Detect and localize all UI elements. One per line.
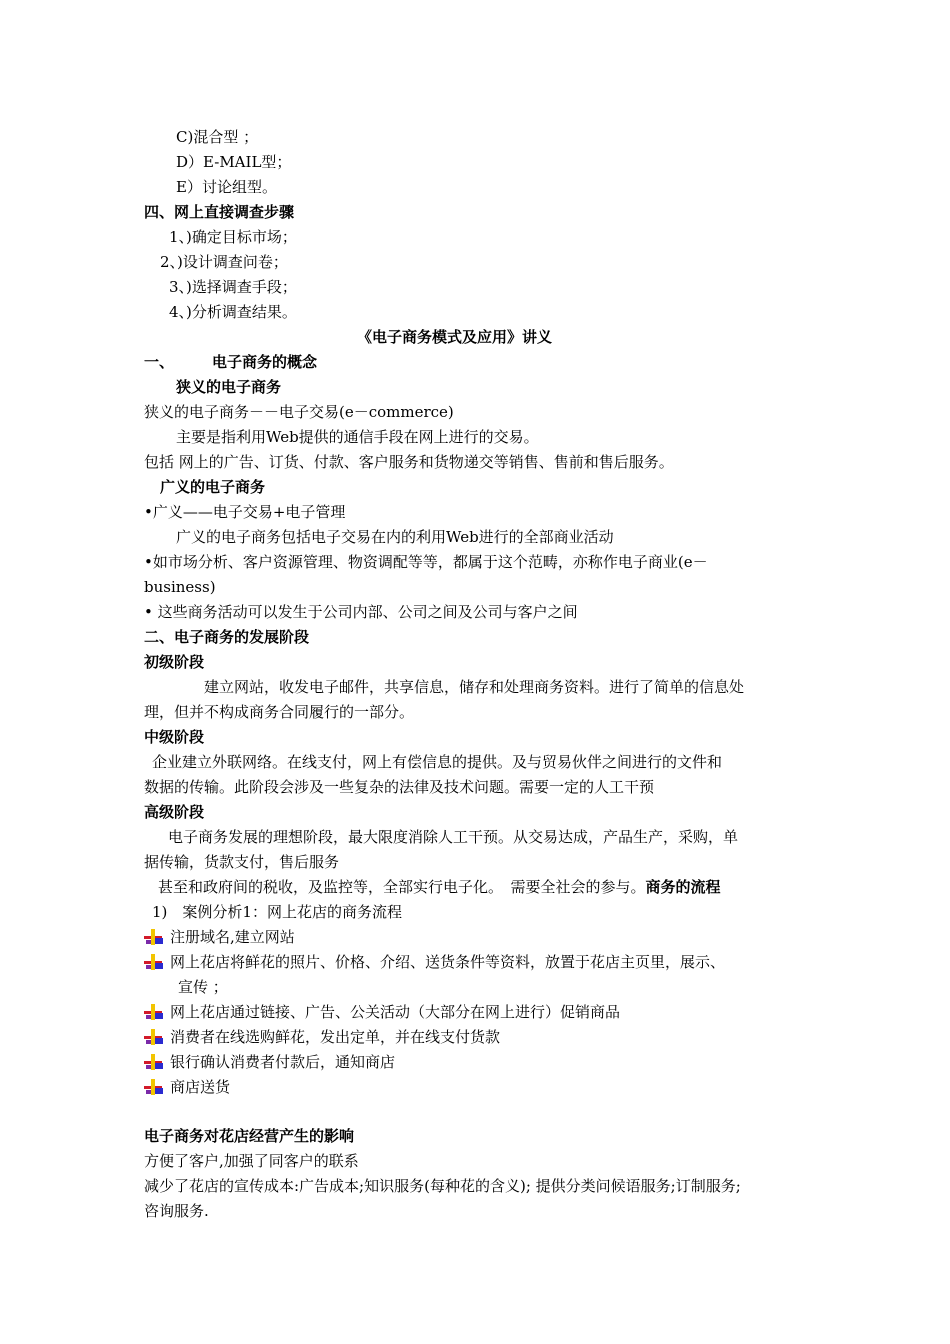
process-bullet-text: 消费者在线选购鲜花，发出定单，并在线支付货款	[170, 1028, 501, 1046]
paragraph-intermediate-stage-cont: 数据的传输。此阶段会涉及一些复杂的法律及技术问题。需要一定的人工干预	[144, 778, 655, 796]
paragraph-initial-stage-cont: 理，但并不构成商务合同履行的一部分。	[144, 703, 415, 721]
process-bullet-2	[144, 952, 725, 972]
stage-heading-intermediate: 中级阶段	[144, 728, 205, 746]
process-bullet-1	[144, 927, 295, 947]
subheading-narrow-ecommerce: 狭义的电子商务	[176, 378, 282, 396]
process-bullet-2-cont: 宣传 ；	[178, 978, 228, 996]
heading-number-1: 一、	[144, 353, 175, 371]
process-bullet-text: 注册域名,建立网站	[170, 928, 295, 946]
colored-bullet-icon	[144, 1054, 164, 1070]
process-bullet-3	[144, 1002, 620, 1022]
bullet-broad-examples: •如市场分析、客户资源管理、物资调配等等，都属于这个范畴，亦称作电子商业(e－	[144, 553, 708, 571]
stage-heading-advanced: 高级阶段	[144, 803, 205, 821]
paragraph-narrow-detail: 主要是指利用Web提供的通信手段在网上进行的交易。	[176, 428, 539, 446]
paragraph-impact-2: 减少了花店的宣传成本:广告成本;知识服务(每种花的含义); 提供分类问候语服务;订制服务;	[144, 1177, 741, 1195]
subheading-broad-ecommerce: 广义的电子商务	[160, 478, 266, 496]
paragraph-impact-1: 方便了客户,加强了同客户的联系	[144, 1152, 359, 1170]
process-bullet-6	[144, 1077, 230, 1097]
process-bullet-text: 网上花店将鲜花的照片、价格、介绍、送货条件等资料，放置于花店主页里，展示、	[170, 953, 726, 971]
section-heading-survey-steps: 四、网上直接调查步骤	[144, 203, 295, 221]
colored-bullet-icon	[144, 1004, 164, 1020]
paragraph-advanced-stage-end	[158, 877, 721, 897]
process-bullet-4	[144, 1027, 500, 1047]
paragraph-narrow-definition: 狭义的电子商务－－电子交易(e－commerce)	[144, 403, 454, 421]
colored-bullet-icon	[144, 1079, 164, 1095]
process-bullet-text: 网上花店通过链接、广告、公关活动（大部分在网上进行）促销商品	[170, 1003, 621, 1021]
colored-bullet-icon	[144, 1029, 164, 1045]
bullet-broad-activities: • 这些商务活动可以发生于公司内部、公司之间及公司与客户之间	[144, 603, 578, 621]
bullet-broad-definition: •广义——电子交易+电子管理	[144, 503, 346, 521]
stage-heading-initial: 初级阶段	[144, 653, 205, 671]
survey-type-c: C)混合型 ；	[176, 128, 259, 146]
survey-type-d: D）E-MAIL型；	[176, 153, 292, 171]
process-bullet-text: 商店送货	[170, 1078, 231, 1096]
process-bullet-5	[144, 1052, 395, 1072]
paragraph-broad-detail: 广义的电子商务包括电子交易在内的利用Web进行的全部商业活动	[176, 528, 614, 546]
case-study-heading: 1) 案例分析1：网上花店的商务流程	[152, 903, 402, 921]
paragraph-advanced-stage: 电子商务发展的理想阶段，最大限度消除人工干预。从交易达成，产品生产，采购，单	[168, 828, 739, 846]
advanced-stage-text: 甚至和政府间的税收，及监控等，全部实行电子化。 需要全社会的参与。	[158, 878, 646, 896]
colored-bullet-icon	[144, 929, 164, 945]
paragraph-narrow-scope: 包括 网上的广告、订货、付款、客户服务和货物递交等销售、售前和售后服务。	[144, 453, 674, 471]
bullet-broad-examples-cont: business)	[144, 578, 216, 596]
paragraph-advanced-stage-cont: 据传输，货款支付，售后服务	[144, 853, 340, 871]
step-4: 4、)分析调查结果。	[169, 303, 297, 321]
heading-ecommerce-concept: 电子商务的概念	[212, 353, 318, 371]
step-2: 2、)设计调查问卷；	[160, 253, 288, 271]
heading-impact-on-florist: 电子商务对花店经营产生的影响	[144, 1127, 355, 1145]
paragraph-impact-2-cont: 咨询服务.	[144, 1202, 209, 1220]
survey-type-e: E）讨论组型。	[176, 178, 277, 196]
paragraph-initial-stage: 建立网站，收发电子邮件，共享信息，储存和处理商务资料。进行了简单的信息处	[204, 678, 745, 696]
section-heading-development-stages: 二、电子商务的发展阶段	[144, 628, 310, 646]
process-bullet-text: 银行确认消费者付款后，通知商店	[170, 1053, 396, 1071]
step-1: 1、)确定目标市场；	[169, 228, 297, 246]
heading-business-process: 商务的流程	[645, 878, 721, 896]
step-3: 3、)选择调查手段；	[169, 278, 297, 296]
lecture-title: 《电子商务模式及应用》讲义	[357, 328, 553, 346]
paragraph-intermediate-stage: 企业建立外联网络。在线支付，网上有偿信息的提供。及与贸易伙伴之间进行的文件和	[152, 753, 723, 771]
colored-bullet-icon	[144, 954, 164, 970]
